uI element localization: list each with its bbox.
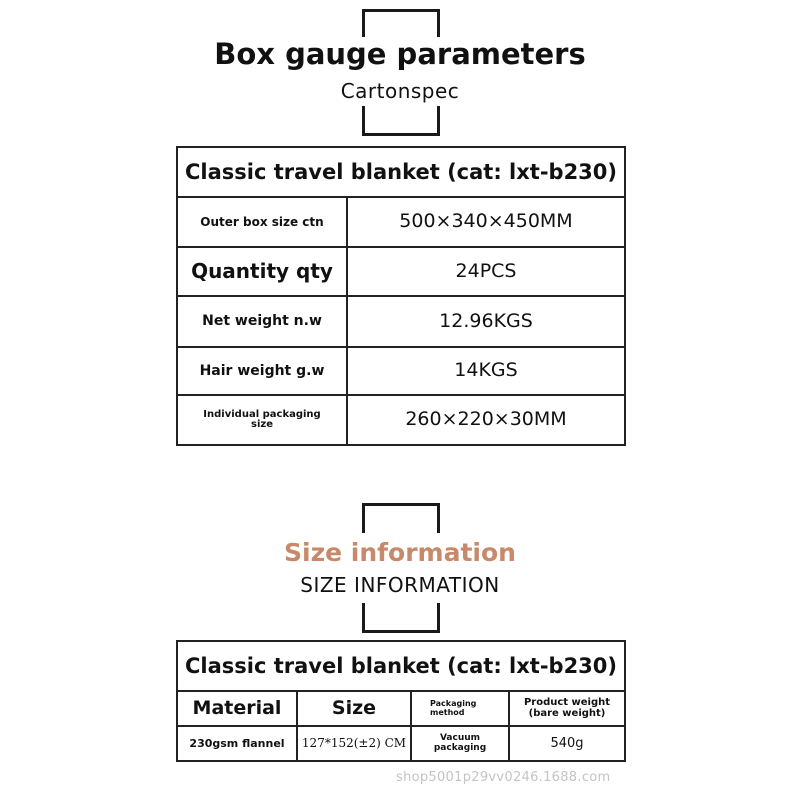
- size-info-table: [176, 640, 626, 762]
- table-row: [178, 727, 624, 760]
- row-value: 500×340×450MM: [399, 210, 573, 233]
- section-subtitle-size-information: SIZE INFORMATION: [0, 573, 800, 597]
- header-packaging-method: Packaging method: [412, 692, 510, 725]
- section-title-box-gauge: Box gauge parameters: [0, 37, 800, 71]
- header-material: Material: [178, 692, 298, 725]
- header-size: Size: [298, 692, 412, 725]
- header-product-weight: Product weight (bare weight): [523, 697, 611, 719]
- table-row: [178, 198, 624, 248]
- row-label: Quantity qty: [178, 248, 348, 295]
- row-label: Individual packaging size: [178, 396, 348, 444]
- watermark-text: shop5001p29vv0246.1688.com: [396, 770, 611, 785]
- row-label: Hair weight g.w: [178, 348, 348, 394]
- section-subtitle-cartonspec: Cartonspec: [0, 79, 800, 103]
- row-value: 12.96KGS: [439, 309, 533, 332]
- table-row: [178, 396, 624, 444]
- section-title-size-information: Size information: [0, 536, 800, 570]
- row-value: 14KGS: [454, 359, 518, 382]
- table-header-row: [178, 692, 624, 727]
- table-title: Classic travel blanket (cat: lxt-b230): [178, 642, 624, 692]
- cell-product-weight: 540g: [550, 735, 584, 751]
- header-frame-bottom: [362, 106, 440, 136]
- table-row: [178, 348, 624, 396]
- header-frame-top: [362, 9, 440, 39]
- cell-packaging-method: Vacuum packaging: [412, 727, 510, 760]
- carton-spec-table: [176, 146, 626, 446]
- cell-size: 127*152(±2) CM: [298, 727, 412, 760]
- table-row: [178, 297, 624, 348]
- row-value: 260×220×30MM: [405, 408, 567, 431]
- header-frame-bottom: [362, 603, 440, 633]
- table-title: Classic travel blanket (cat: lxt-b230): [178, 148, 624, 198]
- header-frame-top: [362, 503, 440, 533]
- cell-material: 230gsm flannel: [178, 727, 298, 760]
- table-row: [178, 248, 624, 297]
- row-value: 24PCS: [455, 259, 517, 282]
- row-label: Outer box size ctn: [178, 198, 348, 246]
- row-label: Net weight n.w: [178, 297, 348, 346]
